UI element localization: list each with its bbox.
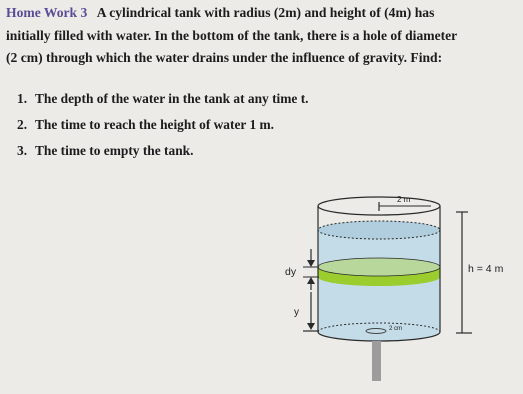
- task-text: The time to reach the height of water 1 m.: [35, 117, 274, 132]
- statement-line-2: initially filled with water. In the bottom of the tank, there is a hole of diameter: [6, 27, 458, 43]
- task-text: The time to empty the tank.: [35, 143, 194, 158]
- hole-label: 2 cm: [389, 326, 403, 332]
- problem-statement: [6, 2, 516, 70]
- tank-diagram: [276, 190, 516, 390]
- statement-line-3: (2 cm) through which the water drains under the influence of gravity. Find:: [6, 50, 443, 65]
- task-number: 2.: [17, 117, 28, 132]
- task-text: The depth of the water in the tank at any time t.: [35, 91, 309, 106]
- task-item-3: [17, 138, 309, 164]
- y-label: y: [294, 307, 299, 318]
- water-surface: [318, 221, 440, 239]
- task-number: 3.: [17, 143, 28, 158]
- dy-label: dy: [285, 266, 297, 278]
- y-arrowhead: [307, 323, 315, 330]
- height-label: h = 4 m: [468, 263, 504, 275]
- task-list: [17, 86, 309, 164]
- task-number: 1.: [17, 91, 28, 106]
- task-item-2: [17, 112, 309, 138]
- slice-top-edge: [318, 258, 440, 276]
- task-item-1: [17, 86, 309, 112]
- radius-label: 2 m: [397, 195, 411, 204]
- homework-label: Home Work 3: [6, 5, 88, 20]
- statement-line-1: [6, 2, 516, 25]
- dy-arrowhead-down: [307, 260, 315, 267]
- statement-text-1: A cylindrical tank with radius (2m) and height of (4m) has: [96, 5, 435, 20]
- outlet-pipe: [372, 341, 381, 381]
